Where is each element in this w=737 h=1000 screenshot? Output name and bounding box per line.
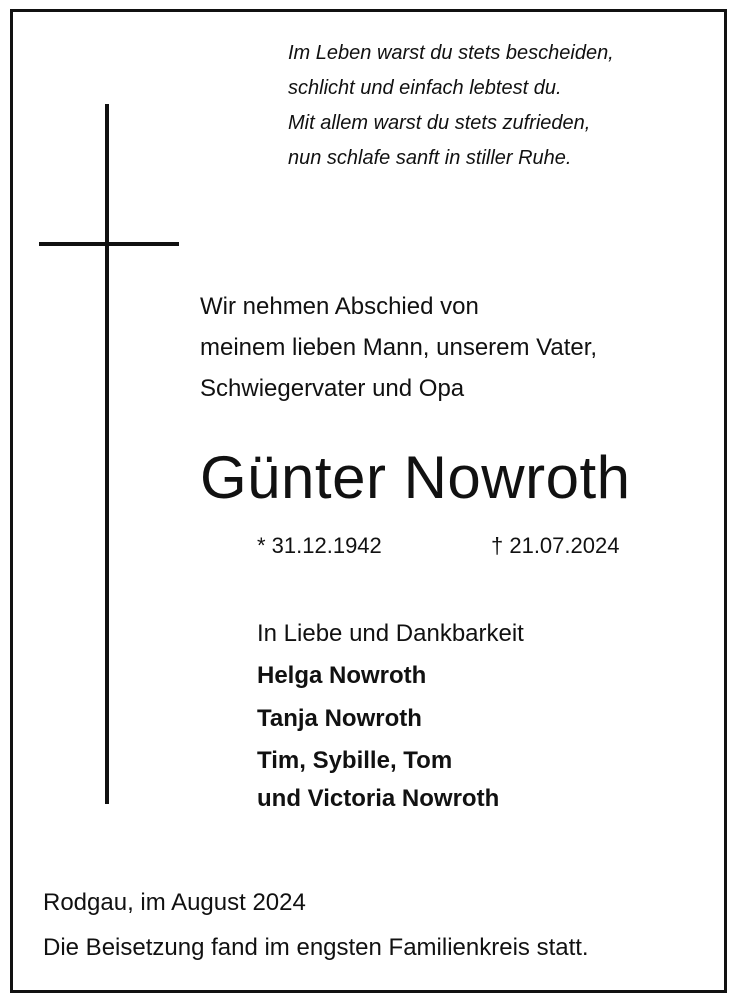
- burial-note: Die Beisetzung fand im engsten Familienkreis statt.: [43, 934, 589, 961]
- farewell-line: Schwiegervater und Opa: [200, 375, 465, 402]
- mourners-block: [257, 614, 524, 816]
- farewell-text: [200, 286, 597, 409]
- mourner-name: Tanja Nowroth: [257, 705, 422, 732]
- place-date: Rodgau, im August 2024: [43, 889, 306, 916]
- death-date: † 21.07.2024: [491, 533, 620, 558]
- poem-line: Im Leben warst du stets bescheiden,: [288, 42, 614, 64]
- farewell-line: Wir nehmen Abschied von: [200, 293, 479, 320]
- mourner-name: Helga Nowroth: [257, 662, 427, 689]
- poem-line: Mit allem warst du stets zufrieden,: [288, 112, 591, 134]
- deceased-name: Günter Nowroth: [200, 444, 631, 511]
- cross-horizontal-bar: [39, 242, 179, 246]
- mourner-name: Tim, Sybille, Tom: [257, 747, 453, 774]
- poem-line: schlicht und einfach lebtest du.: [288, 77, 562, 99]
- mourners-lead: In Liebe und Dankbarkeit: [257, 620, 524, 647]
- birth-date: * 31.12.1942: [257, 533, 382, 558]
- poem-line: nun schlafe sanft in stiller Ruhe.: [288, 147, 572, 169]
- cross-vertical-bar: [105, 104, 109, 804]
- farewell-line: meinem lieben Mann, unserem Vater,: [200, 334, 598, 361]
- footer: [43, 880, 589, 970]
- poem: [288, 36, 614, 176]
- mourner-name: und Victoria Nowroth: [257, 785, 500, 812]
